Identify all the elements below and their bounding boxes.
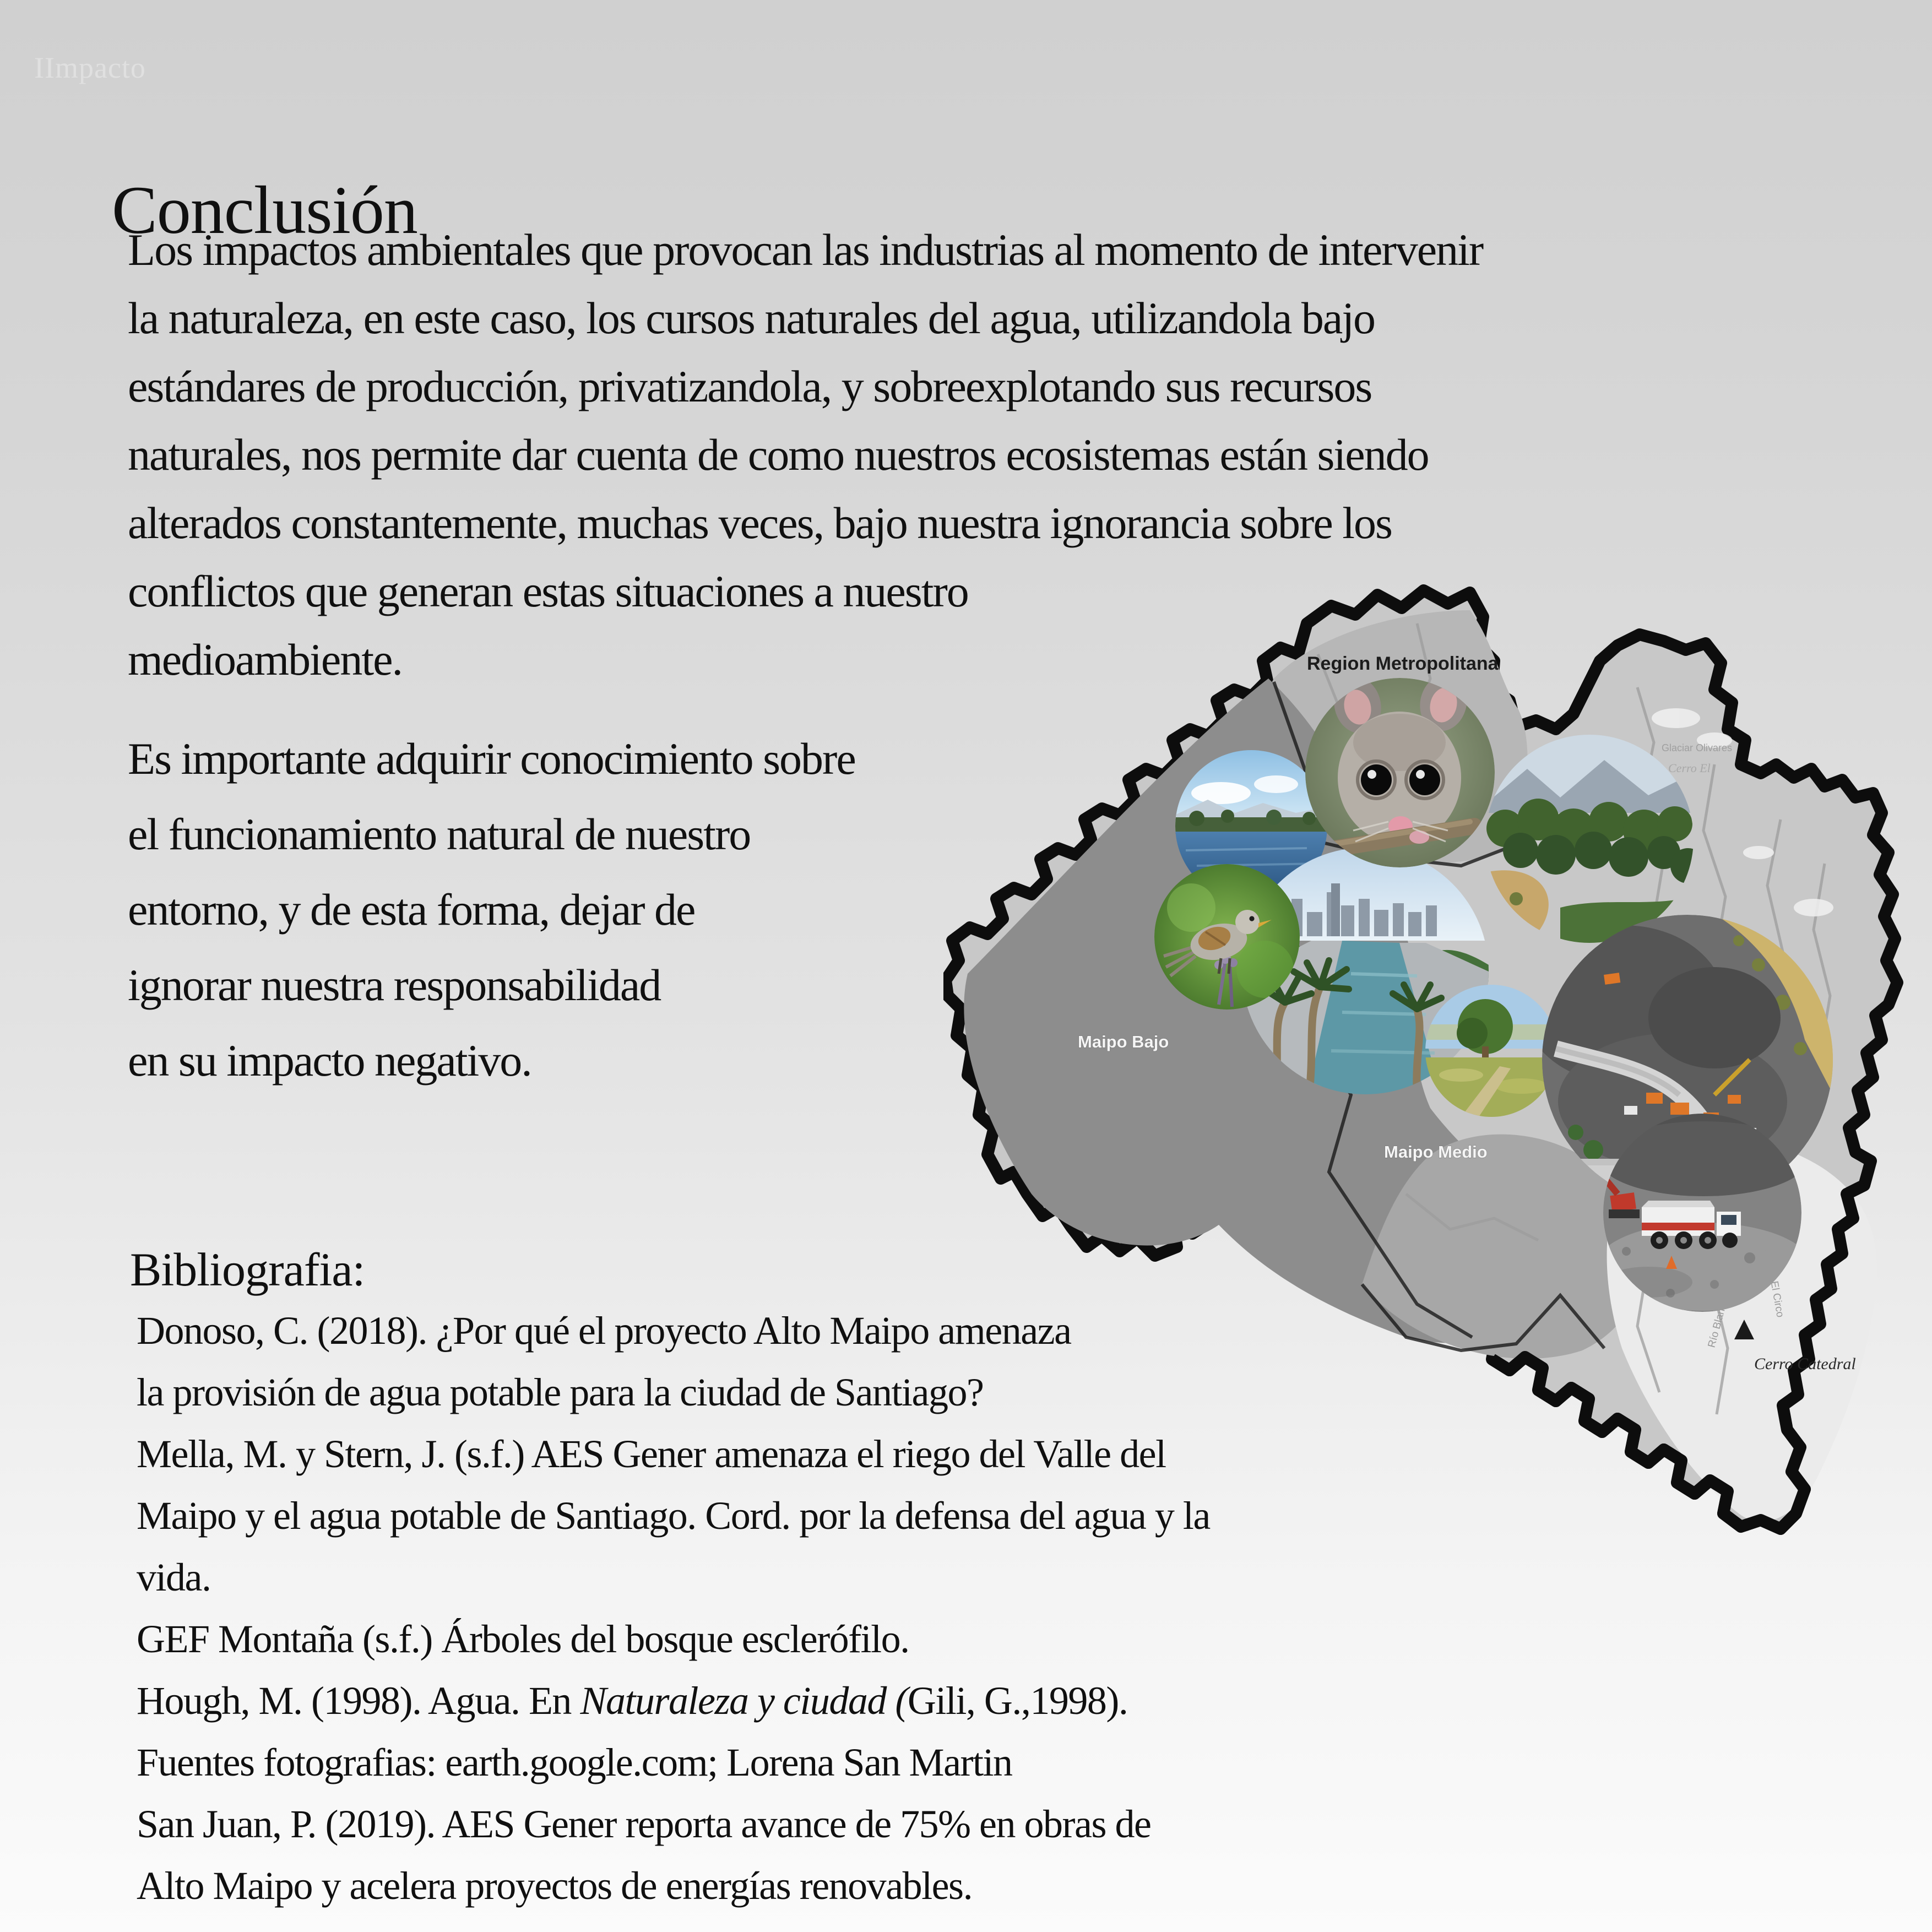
hough-italic-title: Naturaleza y ciudad ( bbox=[580, 1679, 908, 1723]
paragraph-line: alterados constantemente, muchas veces, bajo nuestra ignorancia sobre los bbox=[128, 498, 1392, 548]
bibliography-entry: Mella, M. y Stern, J. (s.f.) AES Gener amenaza el riego del Valle del bbox=[137, 1432, 1166, 1476]
map-label-maipo-medio: Maipo Medio bbox=[1384, 1142, 1488, 1162]
paragraph-line: Es importante adquirir conocimiento sobre bbox=[128, 734, 855, 784]
bibliography-entry bbox=[137, 1681, 1127, 1721]
paragraph-line: medioambiente. bbox=[128, 634, 402, 685]
paragraph-line: el funcionamiento natural de nuestro bbox=[128, 809, 751, 859]
paragraph-line: Los impactos ambientales que provocan las industrias al momento de intervenir bbox=[128, 225, 1483, 275]
map-label-cerro-catedral: Cerro Catedral bbox=[1754, 1355, 1856, 1373]
map-label-cerro-el: Cerro El bbox=[1668, 761, 1711, 775]
photo-thorn-tailed-bird bbox=[1154, 864, 1300, 1010]
map-label-estero: Estero El Circo bbox=[1762, 1247, 1786, 1318]
map-label-rio-blanco: Río Blanco bbox=[1706, 1296, 1730, 1349]
region-metropolitana-map bbox=[943, 577, 1913, 1546]
bibliography-entry: GEF Montaña (s.f.) Árboles del bosque esclerófilo. bbox=[137, 1617, 909, 1661]
paragraph-line: entorno, y de esta forma, dejar de bbox=[128, 884, 695, 935]
paragraph-line: ignorar nuestra responsabilidad bbox=[128, 960, 661, 1010]
paragraph-line: estándares de producción, privatizandola, y sobreexplotando sus recursos bbox=[128, 361, 1372, 411]
hough-post: Gili, G.,1998). bbox=[907, 1679, 1128, 1723]
paragraph-line: naturales, nos permite dar cuenta de como nuestros ecosistemas están siendo bbox=[128, 430, 1429, 480]
bibliography-entry: vida. bbox=[137, 1555, 211, 1599]
paragraph-line: en su impacto negativo. bbox=[128, 1035, 531, 1086]
bibliography-heading: Bibliografia: bbox=[130, 1243, 365, 1296]
bibliography-entry: Alto Maipo y acelera proyectos de energías renovables. bbox=[137, 1864, 973, 1908]
map-label-region-metropolitana: Region Metropolitana bbox=[1307, 653, 1499, 674]
bibliography-entry: Fuentes fotografias: earth.google.com; Lorena San Martin bbox=[137, 1740, 1012, 1784]
paragraph-line: conflictos que generan estas situaciones a nuestro bbox=[128, 566, 968, 616]
page-title: Conclusión bbox=[112, 172, 417, 248]
bibliography-entry: San Juan, P. (2019). AES Gener reporta avance de 75% en obras de bbox=[137, 1802, 1151, 1846]
bibliography-entry: la provisión de agua potable para la ciudad de Santiago? bbox=[137, 1370, 984, 1414]
bibliography-entry: Maipo y el agua potable de Santiago. Cord. por la defensa del agua y la bbox=[137, 1494, 1210, 1538]
watermark-text: IImpacto bbox=[34, 51, 146, 84]
bibliography-entry: Donoso, C. (2018). ¿Por qué el proyecto Alto Maipo amenaza bbox=[137, 1309, 1071, 1353]
map-label-maipo-bajo: Maipo Bajo bbox=[1078, 1032, 1169, 1051]
hough-pre: Hough, M. (1998). Agua. En bbox=[137, 1679, 580, 1723]
map-label-glaciar: Glaciar Olivares bbox=[1662, 742, 1733, 753]
paragraph-line: la naturaleza, en este caso, los cursos naturales del agua, utilizandola bajo bbox=[128, 293, 1375, 343]
